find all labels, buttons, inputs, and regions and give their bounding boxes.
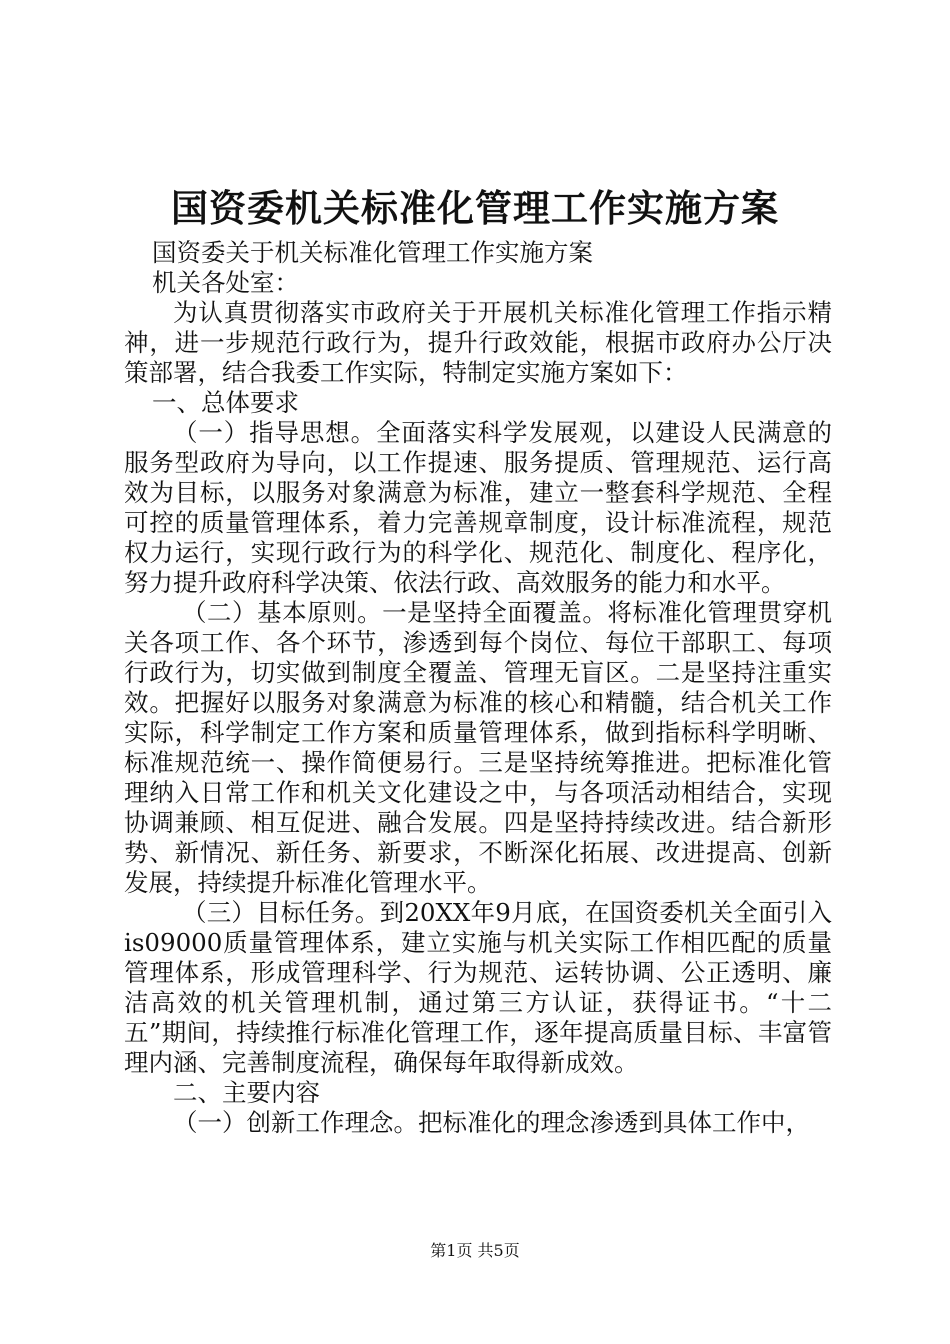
paragraph-guiding-thought: （一）指导思想。全面落实科学发展观，以建设人民满意的服务型政府为导向，以工作提速、服务提质、管理规范、运行高效为目标，以服务对象满意为标准，建立一整套科学规范、全程可控的质量管理体系，着力完善规章制度，设计标准流程，规范权力运行，实现行政行为的科学化、规范化、制度化、程序化，努力提升政府科学决策、依法行政、高效服务的能力和水平。 — [124, 418, 832, 597]
document-body — [124, 238, 832, 1138]
intro-paragraph: 为认真贯彻落实市政府关于开展机关标准化管理工作指示精神，进一步规范行政行为，提升行政效能，根据市政府办公厅决策部署，结合我委工作实际，特制定实施方案如下： — [124, 298, 832, 387]
paragraph-target-tasks: （三）目标任务。到20XX年9月底，在国资委机关全面引入is09000质量管理体系，建立实施与机关实际工作相匹配的质量管理体系，形成管理科学、行为规范、运转协调、公正透明、廉洁高效的机关管理机制，通过第三方认证，获得证书。“十二五”期间，持续推行标准化管理工作，逐年提高质量目标、丰富管理内涵、完善制度流程，确保每年取得新成效。 — [124, 898, 832, 1077]
paragraph-basic-principles: （二）基本原则。一是坚持全面覆盖。将标准化管理贯穿机关各项工作、各个环节，渗透到每个岗位、每位干部职工、每项行政行为，切实做到制度全覆盖、管理无盲区。二是坚持注重实效。把握好以服务对象满意为标准的核心和精髓，结合机关工作实际，科学制定工作方案和质量管理体系，做到指标科学明晰、标准规范统一、操作简便易行。三是坚持统筹推进。把标准化管理纳入日常工作和机关文化建设之中，与各项活动相结合，实现协调兼顾、相互促进、融合发展。四是坚持持续改进。结合新形势、新情况、新任务、新要求，不断深化拓展、改进提高、创新发展，持续提升标准化管理水平。 — [124, 598, 832, 897]
document-subtitle: 国资委关于机关标准化管理工作实施方案 — [152, 238, 593, 267]
section-heading-2: 二、主要内容 — [173, 1078, 320, 1107]
section-heading-1: 一、总体要求 — [152, 388, 299, 417]
paragraph-innovate-concept: （一）创新工作理念。把标准化的理念渗透到具体工作中， — [173, 1108, 810, 1137]
salutation: 机关各处室： — [152, 268, 299, 297]
document-title: 国资委机关标准化管理工作实施方案 — [171, 186, 779, 230]
page-number: 第1页 共5页 — [430, 1241, 520, 1260]
